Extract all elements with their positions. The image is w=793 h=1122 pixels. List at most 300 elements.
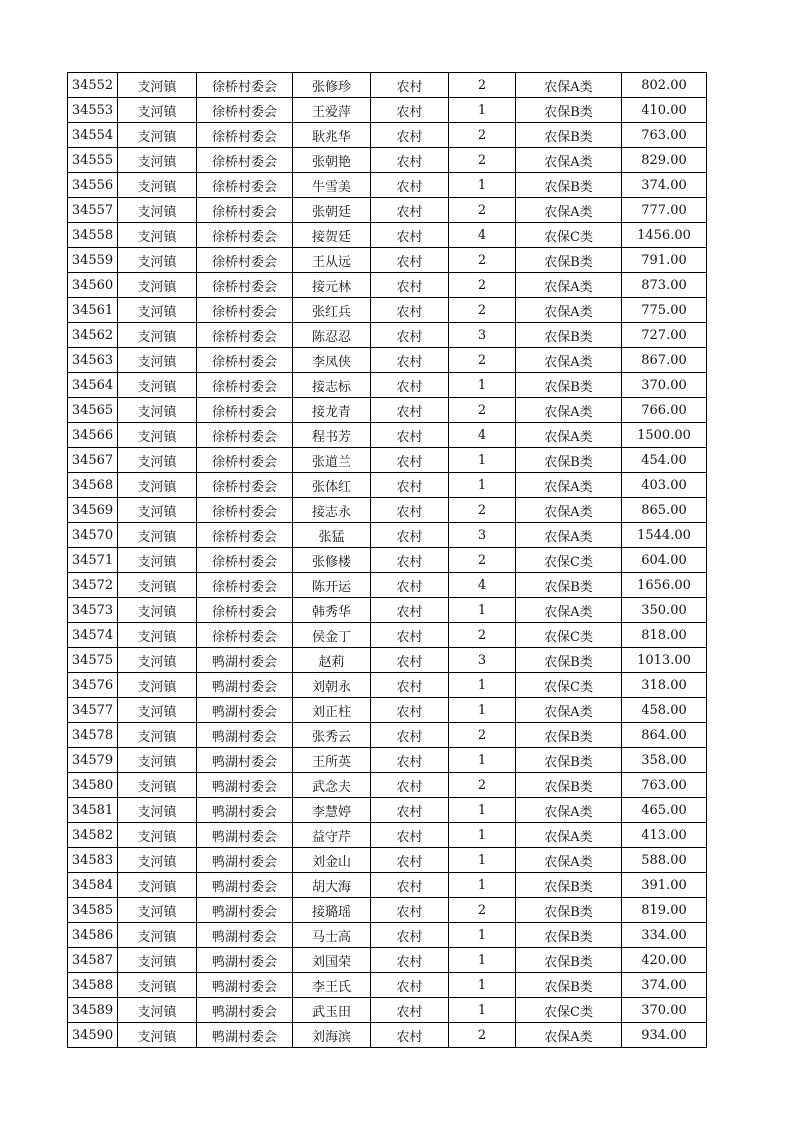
cell-town: 支河镇	[118, 148, 197, 173]
cell-area-type: 农村	[371, 198, 449, 223]
cell-town: 支河镇	[118, 798, 197, 823]
cell-insurance-category: 农保A类	[516, 348, 622, 373]
cell-amount: 777.00	[622, 198, 707, 223]
cell-household-size: 2	[449, 123, 516, 148]
cell-row-id: 34552	[68, 73, 118, 98]
cell-insurance-category: 农保C类	[516, 998, 622, 1023]
cell-household-size: 1	[449, 373, 516, 398]
cell-household-size: 2	[449, 73, 516, 98]
cell-area-type: 农村	[371, 298, 449, 323]
cell-insurance-category: 农保B类	[516, 448, 622, 473]
cell-name: 李慧婷	[293, 798, 371, 823]
cell-insurance-category: 农保B类	[516, 373, 622, 398]
cell-household-size: 2	[449, 148, 516, 173]
cell-name: 胡大海	[293, 873, 371, 898]
cell-town: 支河镇	[118, 398, 197, 423]
cell-amount: 318.00	[622, 673, 707, 698]
cell-household-size: 3	[449, 523, 516, 548]
cell-row-id: 34568	[68, 473, 118, 498]
cell-amount: 374.00	[622, 973, 707, 998]
cell-name: 武念夫	[293, 773, 371, 798]
cell-area-type: 农村	[371, 273, 449, 298]
cell-area-type: 农村	[371, 598, 449, 623]
cell-town: 支河镇	[118, 698, 197, 723]
cell-town: 支河镇	[118, 773, 197, 798]
cell-row-id: 34553	[68, 98, 118, 123]
cell-household-size: 1	[449, 473, 516, 498]
cell-household-size: 1	[449, 698, 516, 723]
table-row	[68, 273, 707, 298]
cell-village-committee: 鸭湖村委会	[197, 648, 293, 673]
cell-name: 陈忍忍	[293, 323, 371, 348]
cell-household-size: 2	[449, 623, 516, 648]
cell-amount: 374.00	[622, 173, 707, 198]
cell-name: 王所英	[293, 748, 371, 773]
cell-name: 张朝廷	[293, 198, 371, 223]
cell-row-id: 34579	[68, 748, 118, 773]
table-row	[68, 173, 707, 198]
cell-insurance-category: 农保B类	[516, 323, 622, 348]
cell-area-type: 农村	[371, 348, 449, 373]
cell-insurance-category: 农保A类	[516, 148, 622, 173]
cell-name: 李王氏	[293, 973, 371, 998]
cell-town: 支河镇	[118, 73, 197, 98]
table-row	[68, 848, 707, 873]
cell-area-type: 农村	[371, 448, 449, 473]
cell-town: 支河镇	[118, 873, 197, 898]
cell-name: 刘国荣	[293, 948, 371, 973]
cell-town: 支河镇	[118, 848, 197, 873]
cell-amount: 791.00	[622, 248, 707, 273]
cell-village-committee: 鸭湖村委会	[197, 898, 293, 923]
table-row	[68, 373, 707, 398]
cell-village-committee: 鸭湖村委会	[197, 673, 293, 698]
cell-area-type: 农村	[371, 373, 449, 398]
table-row	[68, 248, 707, 273]
cell-village-committee: 鸭湖村委会	[197, 823, 293, 848]
cell-village-committee: 徐桥村委会	[197, 473, 293, 498]
cell-name: 张猛	[293, 523, 371, 548]
table-row	[68, 498, 707, 523]
cell-area-type: 农村	[371, 148, 449, 173]
cell-area-type: 农村	[371, 898, 449, 923]
cell-amount: 864.00	[622, 723, 707, 748]
cell-name: 李凤侠	[293, 348, 371, 373]
cell-household-size: 1	[449, 98, 516, 123]
cell-name: 接龙青	[293, 398, 371, 423]
cell-name: 马士高	[293, 923, 371, 948]
cell-village-committee: 徐桥村委会	[197, 373, 293, 398]
cell-name: 牛雪美	[293, 173, 371, 198]
table-row	[68, 673, 707, 698]
cell-insurance-category: 农保B类	[516, 923, 622, 948]
cell-name: 益守芹	[293, 823, 371, 848]
cell-town: 支河镇	[118, 223, 197, 248]
cell-town: 支河镇	[118, 323, 197, 348]
cell-name: 王从远	[293, 248, 371, 273]
table-row	[68, 398, 707, 423]
cell-town: 支河镇	[118, 298, 197, 323]
cell-row-id: 34558	[68, 223, 118, 248]
table-row	[68, 323, 707, 348]
cell-name: 接元林	[293, 273, 371, 298]
cell-town: 支河镇	[118, 98, 197, 123]
cell-village-committee: 徐桥村委会	[197, 248, 293, 273]
cell-village-committee: 鸭湖村委会	[197, 923, 293, 948]
table-row	[68, 598, 707, 623]
cell-insurance-category: 农保B类	[516, 948, 622, 973]
cell-insurance-category: 农保B类	[516, 173, 622, 198]
cell-household-size: 2	[449, 298, 516, 323]
table-row	[68, 298, 707, 323]
cell-row-id: 34590	[68, 1023, 118, 1048]
cell-row-id: 34559	[68, 248, 118, 273]
cell-town: 支河镇	[118, 973, 197, 998]
cell-town: 支河镇	[118, 123, 197, 148]
cell-village-committee: 鸭湖村委会	[197, 998, 293, 1023]
cell-household-size: 2	[449, 723, 516, 748]
cell-village-committee: 徐桥村委会	[197, 98, 293, 123]
cell-village-committee: 徐桥村委会	[197, 398, 293, 423]
cell-name: 武玉田	[293, 998, 371, 1023]
cell-name: 接志标	[293, 373, 371, 398]
cell-amount: 334.00	[622, 923, 707, 948]
cell-town: 支河镇	[118, 273, 197, 298]
cell-row-id: 34585	[68, 898, 118, 923]
cell-name: 接贺廷	[293, 223, 371, 248]
cell-household-size: 4	[449, 423, 516, 448]
cell-amount: 458.00	[622, 698, 707, 723]
cell-insurance-category: 农保A类	[516, 423, 622, 448]
cell-town: 支河镇	[118, 248, 197, 273]
cell-area-type: 农村	[371, 223, 449, 248]
cell-row-id: 34583	[68, 848, 118, 873]
table-row	[68, 923, 707, 948]
cell-row-id: 34566	[68, 423, 118, 448]
table-row	[68, 423, 707, 448]
cell-amount: 358.00	[622, 748, 707, 773]
cell-area-type: 农村	[371, 123, 449, 148]
cell-household-size: 1	[449, 748, 516, 773]
cell-row-id: 34578	[68, 723, 118, 748]
cell-insurance-category: 农保A类	[516, 73, 622, 98]
cell-row-id: 34584	[68, 873, 118, 898]
cell-insurance-category: 农保C类	[516, 223, 622, 248]
cell-amount: 775.00	[622, 298, 707, 323]
cell-amount: 802.00	[622, 73, 707, 98]
cell-name: 张体红	[293, 473, 371, 498]
cell-insurance-category: 农保B类	[516, 98, 622, 123]
cell-town: 支河镇	[118, 348, 197, 373]
cell-amount: 1013.00	[622, 648, 707, 673]
cell-amount: 588.00	[622, 848, 707, 873]
cell-name: 刘海滨	[293, 1023, 371, 1048]
cell-village-committee: 徐桥村委会	[197, 173, 293, 198]
cell-name: 刘金山	[293, 848, 371, 873]
cell-town: 支河镇	[118, 998, 197, 1023]
table-row	[68, 223, 707, 248]
cell-amount: 391.00	[622, 873, 707, 898]
cell-row-id: 34574	[68, 623, 118, 648]
cell-row-id: 34563	[68, 348, 118, 373]
cell-row-id: 34572	[68, 573, 118, 598]
cell-insurance-category: 农保A类	[516, 273, 622, 298]
cell-row-id: 34557	[68, 198, 118, 223]
table-row	[68, 523, 707, 548]
cell-village-committee: 徐桥村委会	[197, 223, 293, 248]
cell-area-type: 农村	[371, 948, 449, 973]
cell-insurance-category: 农保B类	[516, 898, 622, 923]
cell-name: 张红兵	[293, 298, 371, 323]
cell-town: 支河镇	[118, 473, 197, 498]
cell-household-size: 2	[449, 398, 516, 423]
cell-village-committee: 鸭湖村委会	[197, 723, 293, 748]
cell-village-committee: 鸭湖村委会	[197, 973, 293, 998]
table-row	[68, 73, 707, 98]
cell-amount: 819.00	[622, 898, 707, 923]
cell-area-type: 农村	[371, 848, 449, 873]
cell-area-type: 农村	[371, 473, 449, 498]
table-row	[68, 548, 707, 573]
cell-household-size: 1	[449, 948, 516, 973]
table-row	[68, 948, 707, 973]
cell-household-size: 1	[449, 848, 516, 873]
cell-town: 支河镇	[118, 373, 197, 398]
cell-area-type: 农村	[371, 798, 449, 823]
cell-town: 支河镇	[118, 573, 197, 598]
cell-insurance-category: 农保B类	[516, 723, 622, 748]
cell-area-type: 农村	[371, 723, 449, 748]
cell-name: 陈开运	[293, 573, 371, 598]
cell-household-size: 3	[449, 648, 516, 673]
cell-area-type: 农村	[371, 548, 449, 573]
cell-town: 支河镇	[118, 1023, 197, 1048]
table-row	[68, 448, 707, 473]
cell-town: 支河镇	[118, 598, 197, 623]
cell-village-committee: 徐桥村委会	[197, 573, 293, 598]
cell-name: 耿兆华	[293, 123, 371, 148]
cell-name: 张秀云	[293, 723, 371, 748]
cell-area-type: 农村	[371, 498, 449, 523]
cell-town: 支河镇	[118, 523, 197, 548]
cell-village-committee: 徐桥村委会	[197, 523, 293, 548]
cell-amount: 410.00	[622, 98, 707, 123]
cell-village-committee: 徐桥村委会	[197, 598, 293, 623]
cell-household-size: 2	[449, 773, 516, 798]
cell-area-type: 农村	[371, 398, 449, 423]
table-row	[68, 798, 707, 823]
cell-household-size: 1	[449, 173, 516, 198]
cell-amount: 818.00	[622, 623, 707, 648]
table-row	[68, 973, 707, 998]
table-row	[68, 473, 707, 498]
table-row	[68, 898, 707, 923]
cell-amount: 766.00	[622, 398, 707, 423]
table-row	[68, 573, 707, 598]
cell-village-committee: 徐桥村委会	[197, 423, 293, 448]
cell-area-type: 农村	[371, 98, 449, 123]
cell-town: 支河镇	[118, 898, 197, 923]
cell-insurance-category: 农保A类	[516, 848, 622, 873]
cell-household-size: 2	[449, 348, 516, 373]
cell-name: 韩秀华	[293, 598, 371, 623]
cell-area-type: 农村	[371, 923, 449, 948]
cell-amount: 403.00	[622, 473, 707, 498]
cell-insurance-category: 农保C类	[516, 623, 622, 648]
cell-village-committee: 徐桥村委会	[197, 148, 293, 173]
cell-row-id: 34588	[68, 973, 118, 998]
cell-insurance-category: 农保A类	[516, 1023, 622, 1048]
cell-household-size: 2	[449, 198, 516, 223]
cell-village-committee: 鸭湖村委会	[197, 848, 293, 873]
cell-insurance-category: 农保B类	[516, 973, 622, 998]
cell-village-committee: 鸭湖村委会	[197, 748, 293, 773]
cell-amount: 727.00	[622, 323, 707, 348]
table-row	[68, 623, 707, 648]
cell-insurance-category: 农保A类	[516, 598, 622, 623]
cell-name: 张道兰	[293, 448, 371, 473]
cell-household-size: 1	[449, 998, 516, 1023]
cell-insurance-category: 农保B类	[516, 773, 622, 798]
cell-area-type: 农村	[371, 623, 449, 648]
cell-town: 支河镇	[118, 748, 197, 773]
table-row	[68, 723, 707, 748]
cell-town: 支河镇	[118, 448, 197, 473]
cell-insurance-category: 农保B类	[516, 748, 622, 773]
cell-row-id: 34581	[68, 798, 118, 823]
table-row	[68, 823, 707, 848]
cell-row-id: 34573	[68, 598, 118, 623]
cell-row-id: 34575	[68, 648, 118, 673]
cell-amount: 867.00	[622, 348, 707, 373]
cell-insurance-category: 农保B类	[516, 873, 622, 898]
cell-area-type: 农村	[371, 323, 449, 348]
cell-town: 支河镇	[118, 423, 197, 448]
cell-household-size: 2	[449, 548, 516, 573]
cell-town: 支河镇	[118, 923, 197, 948]
cell-town: 支河镇	[118, 548, 197, 573]
cell-village-committee: 鸭湖村委会	[197, 873, 293, 898]
cell-village-committee: 徐桥村委会	[197, 448, 293, 473]
records-table	[67, 72, 707, 1048]
cell-insurance-category: 农保A类	[516, 298, 622, 323]
table-row	[68, 123, 707, 148]
cell-insurance-category: 农保A类	[516, 698, 622, 723]
cell-row-id: 34554	[68, 123, 118, 148]
cell-town: 支河镇	[118, 623, 197, 648]
cell-insurance-category: 农保C类	[516, 548, 622, 573]
cell-insurance-category: 农保B类	[516, 648, 622, 673]
cell-insurance-category: 农保B类	[516, 123, 622, 148]
cell-village-committee: 鸭湖村委会	[197, 698, 293, 723]
cell-amount: 465.00	[622, 798, 707, 823]
cell-town: 支河镇	[118, 673, 197, 698]
cell-town: 支河镇	[118, 823, 197, 848]
table-row	[68, 1023, 707, 1048]
cell-row-id: 34564	[68, 373, 118, 398]
cell-household-size: 2	[449, 1023, 516, 1048]
cell-household-size: 2	[449, 498, 516, 523]
cell-household-size: 1	[449, 823, 516, 848]
cell-area-type: 农村	[371, 248, 449, 273]
cell-row-id: 34569	[68, 498, 118, 523]
cell-name: 刘正柱	[293, 698, 371, 723]
cell-town: 支河镇	[118, 723, 197, 748]
table-body	[68, 73, 707, 1048]
cell-amount: 934.00	[622, 1023, 707, 1048]
cell-household-size: 1	[449, 598, 516, 623]
cell-row-id: 34570	[68, 523, 118, 548]
cell-insurance-category: 农保A类	[516, 473, 622, 498]
table-row	[68, 148, 707, 173]
cell-area-type: 农村	[371, 173, 449, 198]
cell-row-id: 34556	[68, 173, 118, 198]
cell-row-id: 34555	[68, 148, 118, 173]
cell-amount: 763.00	[622, 123, 707, 148]
cell-household-size: 1	[449, 873, 516, 898]
cell-village-committee: 徐桥村委会	[197, 548, 293, 573]
cell-amount: 413.00	[622, 823, 707, 848]
table-row	[68, 348, 707, 373]
cell-village-committee: 徐桥村委会	[197, 348, 293, 373]
cell-household-size: 1	[449, 448, 516, 473]
cell-row-id: 34561	[68, 298, 118, 323]
cell-amount: 604.00	[622, 548, 707, 573]
cell-name: 张修楼	[293, 548, 371, 573]
cell-area-type: 农村	[371, 73, 449, 98]
cell-village-committee: 徐桥村委会	[197, 198, 293, 223]
cell-household-size: 3	[449, 323, 516, 348]
cell-amount: 1656.00	[622, 573, 707, 598]
cell-row-id: 34580	[68, 773, 118, 798]
cell-amount: 763.00	[622, 773, 707, 798]
cell-amount: 1500.00	[622, 423, 707, 448]
cell-town: 支河镇	[118, 198, 197, 223]
cell-name: 张修珍	[293, 73, 371, 98]
cell-insurance-category: 农保A类	[516, 398, 622, 423]
table-row	[68, 773, 707, 798]
cell-row-id: 34571	[68, 548, 118, 573]
cell-amount: 370.00	[622, 998, 707, 1023]
cell-amount: 829.00	[622, 148, 707, 173]
cell-household-size: 1	[449, 923, 516, 948]
cell-amount: 1544.00	[622, 523, 707, 548]
cell-town: 支河镇	[118, 948, 197, 973]
cell-row-id: 34577	[68, 698, 118, 723]
cell-insurance-category: 农保A类	[516, 798, 622, 823]
cell-household-size: 2	[449, 898, 516, 923]
cell-village-committee: 徐桥村委会	[197, 273, 293, 298]
cell-amount: 370.00	[622, 373, 707, 398]
cell-insurance-category: 农保A类	[516, 823, 622, 848]
cell-name: 刘朝永	[293, 673, 371, 698]
cell-village-committee: 徐桥村委会	[197, 123, 293, 148]
cell-household-size: 1	[449, 673, 516, 698]
cell-village-committee: 鸭湖村委会	[197, 1023, 293, 1048]
cell-village-committee: 鸭湖村委会	[197, 948, 293, 973]
cell-household-size: 1	[449, 798, 516, 823]
cell-row-id: 34576	[68, 673, 118, 698]
cell-household-size: 2	[449, 248, 516, 273]
cell-household-size: 2	[449, 273, 516, 298]
cell-area-type: 农村	[371, 423, 449, 448]
cell-area-type: 农村	[371, 523, 449, 548]
table-row	[68, 748, 707, 773]
cell-row-id: 34587	[68, 948, 118, 973]
cell-name: 侯金丁	[293, 623, 371, 648]
cell-amount: 1456.00	[622, 223, 707, 248]
cell-area-type: 农村	[371, 823, 449, 848]
